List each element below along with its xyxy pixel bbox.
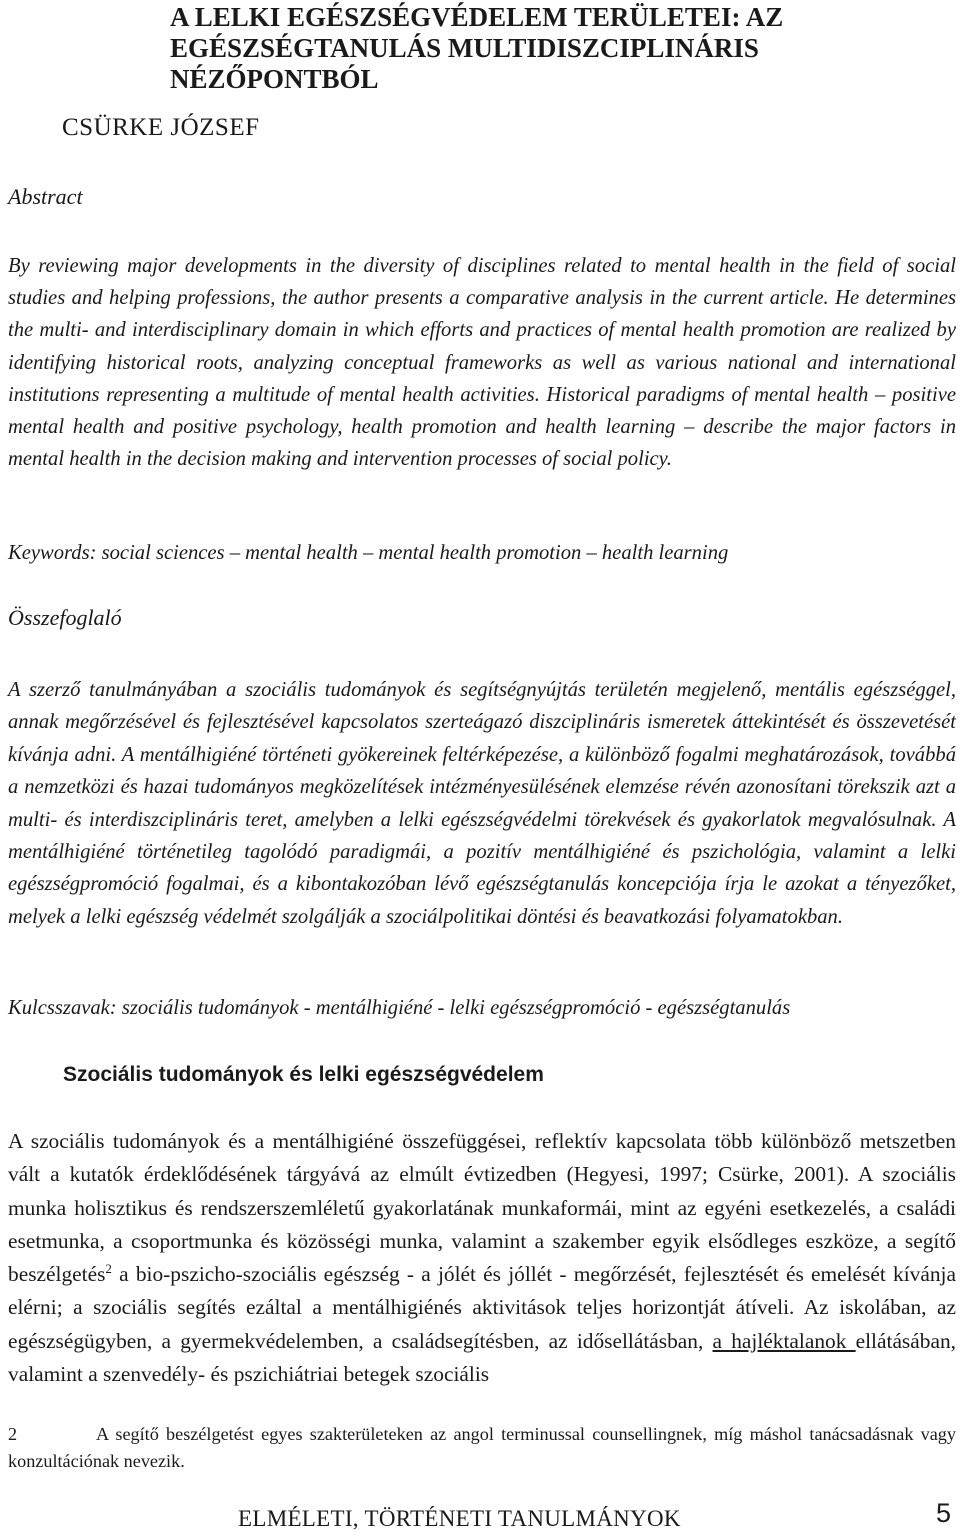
page-number: 5 [936,1498,952,1528]
summary-label: Összefoglaló [8,605,122,630]
underlined-phrase: a hajléktalanok [712,1328,856,1353]
summary-text: A szerző tanulmányában a szociális tudományok és segítségnyújtás területén megjelenő, mentális egészséggel, annak megőrzésével és fejlesztésével kapcsolatos szerteágazó diszciplináris ismeretek áttekintését és összevetését kívánja adni. A mentálhigiéné történeti gyökereinek feltérképezése, a különböző fogalmi meghatározások, továbbá a nemzetközi és hazai tudományos megközelítések intézményesülésének elemzése révén azonosítani törekszik azt a multi- és interdiszciplináris teret, amelyben a lelki egészségvédelmi törekvések és gyakorlatok megvalósulnak. A mentálhigiéné történetileg tagolódó paradigmái, a pozitív mentálhigiéné és pszichológia, valamint a lelki egészségpromóció fogalmai, és a kibontakozóban lévő egészségtanulás koncepciója írja le azokat a tényezőket, melyek a lelki egészség védelmét szolgálják a szociálpolitikai döntési és beavatkozási folyamatokban. [8,679,956,928]
body-text-part-2: a bio-pszicho-szociális egészség - a jólét és jóllét - megőrzését, fejlesztését és emelését kívánja elérni; a szociális segítés ezáltal a mentálhigiénés aktivitások teljes horizontját átíveli. Az iskolában, az egészségügyben, a gyermekvédelemben, a családsegítésben, az idősellátásban, [8,1262,956,1353]
footnote-number: 2 [8,1424,18,1444]
abstract-label: Abstract [8,184,83,209]
body-text-part-1: A szociális tudományok és a mentálhigiéné összefüggései, reflektív kapcsolata több különböző metszetben vált a kutatók érdeklődésének tárgyává az elmúlt évtizedben (Hegyesi, 1997; Csürke, 2001). A szociális munka holisztikus és rendszerszemléletű gyakorlatának munkaformái, mint az egyéni esetkezelés, a családi esetmunka, a csoportmunka és közösségi munka, valamint a szakember egyik elsődleges eszköze, a segítő beszélgetés [8,1129,956,1287]
footnote-text: A segítő beszélgetést egyes szakterületeken az angol terminussal counsellingnek, míg máshol tanácsadásnak vagy konzultációnak nevezik. [8,1424,956,1471]
section-heading: Szociális tudományok és lelki egészségvédelem [63,1063,544,1086]
author-name: CSÜRKE JÓZSEF [62,114,260,141]
footnote [8,1421,956,1475]
article-title: A LELKI EGÉSZSÉGVÉDELEM TERÜLETEI: AZ EGÉSZSÉGTANULÁS MULTIDISZCIPLINÁRIS NÉZŐPONTBÓL [170,2,784,94]
footnote-reference: 2 [105,1261,112,1277]
hungarian-keywords: Kulcsszavak: szociális tudományok - mentálhigiéné - lelki egészségpromóció - egészségtanulás [8,997,791,1019]
abstract-text: By reviewing major developments in the diversity of disciplines related to mental health in the field of social studies and helping professions, the author presents a comparative analysis in the current article. He determines the multi- and interdisciplinary domain in which efforts and practices of mental health promotion are realized by identifying historical roots, analyzing conceptual frameworks as well as various national and international institutions representing a multitude of mental health activities. Historical paradigms of mental health – positive mental health and positive psychology, health promotion and health learning – describe the major factors in mental health in the decision making and intervention processes of social policy. [8,255,956,471]
body-paragraph [8,1125,956,1391]
body-text-part-3: ellátásában, valamint a szenvedély- és pszichiátriai betegek szociális [8,1328,956,1387]
keywords: Keywords: social sciences – mental health – mental health promotion – health learning [8,542,729,564]
running-footer: ELMÉLETI, TÖRTÉNETI TANULMÁNYOK [238,1506,681,1531]
